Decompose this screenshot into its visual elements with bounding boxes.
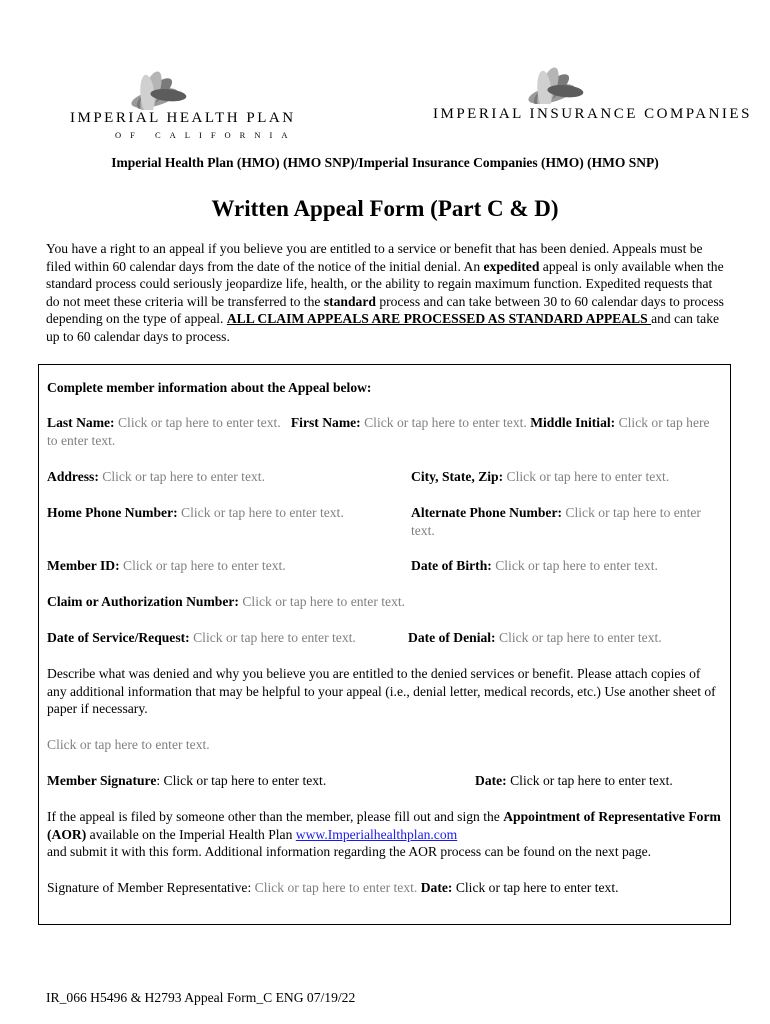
intro-all-claims: ALL CLAIM APPEALS ARE PROCESSED AS STANDARD APPEALS: [226, 311, 652, 327]
member-date-row: [475, 772, 673, 790]
appeal-form-box: [38, 364, 731, 925]
aor-text-2: available on the Imperial Health Plan: [86, 826, 296, 842]
denial-row: [408, 629, 662, 647]
intro-text-3: process and can take between 30 to 60 calendar days to process depending on the type of appeal.: [46, 293, 724, 327]
middle-initial-field[interactable]: Click or tap here to enter text.: [47, 415, 710, 448]
aor-text-1: If the appeal is filed by someone other than the member, please fill out and sign the: [47, 809, 504, 824]
dob-row: [411, 557, 658, 575]
dos-label: Date of Service/Request:: [47, 630, 190, 645]
intro-text-1: You have a right to an appeal if you believe you are entitled to a service or benefit that has been denied. Appeals must be filed within 60 calendar days from the date of the notice of the initial denial. An: [46, 241, 703, 274]
website-link[interactable]: www.Imperialhealthplan.com: [295, 826, 458, 842]
alt-phone-label: Alternate Phone Number:: [411, 505, 563, 520]
intro-text-4: and can take up to 60 calendar days to process.: [46, 311, 720, 344]
intro-paragraph: [46, 240, 726, 346]
city-label: City, State, Zip:: [411, 469, 504, 484]
alt-phone-field[interactable]: Click or tap here to enter text.: [411, 505, 701, 538]
petal-fan-icon: [60, 38, 290, 110]
dos-row: [47, 629, 356, 647]
imperial-health-plan-logo: [60, 38, 297, 143]
aor-paragraph: [47, 808, 725, 861]
footer-form-id: IR_066 H5496 & H2793 Appeal Form_C ENG 07/19/22: [46, 990, 356, 1005]
member-id-field[interactable]: Click or tap here to enter text.: [123, 558, 286, 573]
denial-label: Date of Denial:: [408, 630, 496, 645]
claim-row: [47, 593, 405, 611]
rep-signature-field[interactable]: Click or tap here to enter text.: [254, 880, 418, 895]
home-phone-field[interactable]: Click or tap here to enter text.: [181, 505, 344, 520]
rep-date-field[interactable]: Click or tap here to enter text.: [452, 880, 619, 895]
rep-signature-label: Signature of Member Representative:: [47, 880, 255, 895]
description-field[interactable]: Click or tap here to enter text.: [47, 737, 210, 752]
aor-text-3: and submit it with this form. Additional information regarding the AOR process can be found on the next page.: [47, 844, 652, 860]
intro-standard: standard: [323, 293, 376, 309]
logo-left-subtitle: OF CALIFORNIA: [115, 130, 297, 140]
address-field[interactable]: Click or tap here to enter text.: [102, 469, 265, 484]
logo-left-name: IMPERIAL HEALTH PLAN: [70, 110, 296, 126]
petal-fan-icon: [425, 42, 725, 104]
intro-expedited: expedited: [483, 258, 540, 274]
dob-label: Date of Birth:: [411, 558, 492, 573]
member-signature-field[interactable]: : Click or tap here to enter text.: [156, 773, 327, 788]
home-phone-label: Home Phone Number:: [47, 505, 178, 520]
form-heading: Complete member information about the Appeal below:: [47, 380, 372, 395]
claim-label: Claim or Authorization Number:: [47, 594, 239, 609]
denial-field[interactable]: Click or tap here to enter text.: [499, 630, 662, 645]
aor-form-name: Appointment of Representative Form (AOR): [47, 809, 721, 842]
plan-header: Imperial Health Plan (HMO) (HMO SNP)/Imperial Insurance Companies (HMO) (HMO SNP): [111, 155, 659, 170]
member-signature-label: Member Signature: [47, 773, 157, 788]
member-date-label: Date:: [475, 773, 507, 788]
last-name-label: Last Name:: [47, 415, 115, 430]
rep-signature-row: [47, 879, 619, 897]
name-row: [47, 414, 722, 449]
city-row: [411, 468, 669, 486]
last-name-field[interactable]: Click or tap here to enter text.: [117, 415, 281, 430]
first-name-label: First Name:: [290, 415, 361, 430]
address-row: [47, 468, 265, 486]
home-phone-row: [47, 504, 387, 522]
city-field[interactable]: Click or tap here to enter text.: [506, 469, 670, 484]
alt-phone-row: [411, 504, 711, 539]
logo-right-name: IMPERIAL INSURANCE COMPANIES: [433, 106, 752, 122]
member-id-row: [47, 557, 286, 575]
first-name-field[interactable]: Click or tap here to enter text.: [364, 415, 527, 430]
dos-field[interactable]: Click or tap here to enter text.: [193, 630, 356, 645]
describe-instructions: Describe what was denied and why you believe you are entitled to the denied services or benefit. Please attach copies of any additional information that may be helpful to your appeal (i.e., denial letter, medical records, etc.) Use another sheet of paper if necessary.: [47, 666, 716, 717]
claim-field[interactable]: Click or tap here to enter text.: [242, 594, 406, 609]
address-label: Address:: [47, 469, 99, 484]
member-id-label: Member ID:: [47, 558, 120, 573]
rep-date-label: Date:: [420, 880, 453, 895]
member-signature-row: [47, 772, 326, 790]
intro-text-2: appeal is only available when the standard process could seriously jeopardize life, health, or the ability to regain maximum function. Expedited requests that do not meet these criteria will be transferred to the: [46, 258, 724, 309]
middle-initial-label: Middle Initial:: [530, 415, 616, 430]
dob-field[interactable]: Click or tap here to enter text.: [495, 558, 658, 573]
imperial-insurance-companies-logo: [425, 42, 752, 127]
page-title: Written Appeal Form (Part C & D): [211, 196, 559, 221]
member-date-field[interactable]: Click or tap here to enter text.: [506, 773, 673, 788]
